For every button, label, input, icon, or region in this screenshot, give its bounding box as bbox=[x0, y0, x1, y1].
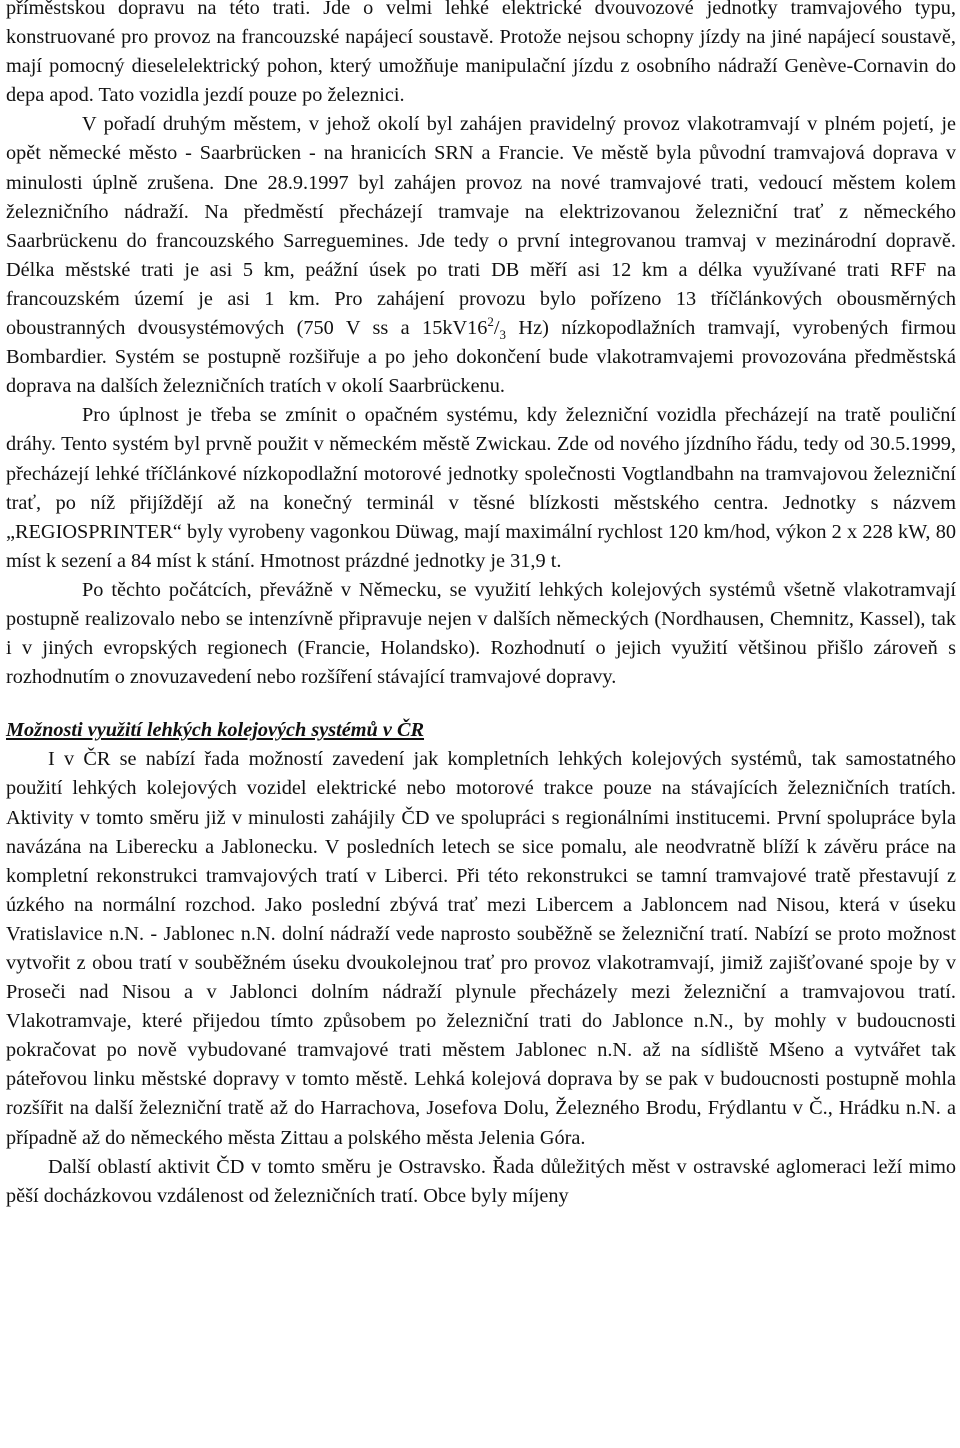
document-page bbox=[6, 0, 956, 1211]
paragraph-geneva: příměstskou dopravu na této trati. Jde o velmi lehké elektrické dvouvozové jednotky tramvajového typu, konstruované pro provoz na francouzské napájecí soustavě. Protože nejsou schopny jízdy na jiné napájecí soustavě, mají pomocný dieselelektrický pohon, který umožňuje manipulační jízdu z osobního nádraží Genève-Cornavin do depa apod. Tato vozidla jezdí pouze po železnici. bbox=[6, 0, 956, 107]
paragraph-saarbruecken-text: V pořadí druhým městem, v jehož okolí byl zahájen pravidelný provoz vlakotramvají v plném pojetí, je opět německé město - Saarbrücken - na hranicích SRN a Francie. Ve městě byla původní tramvajová doprava v minulosti úplně zrušena. Dne 28.9.1997 byl zahájen provoz na nové tramvajové trati, vedoucí městem kolem železničního nádraží. Na předměstí přecházejí tramvaje na elektrizovanou železniční trať z německého Saarbrückenu do francouzského Sarreguemines. Jde tedy o první integrovanou tramvaj v mezinárodní dopravě. Délka městské trati je asi 5 km, peážní úsek po trati DB měří asi 12 km a délka využívané trati RFF na francouzském území je asi 1 km. Pro zahájení provozu bylo pořízeno 13 tříčlánkových obousměrných oboustranných dvousystémových (750 V ss a 15kV16 bbox=[6, 113, 956, 340]
paragraph-ostrava: Další oblastí aktivit ČD v tomto směru je Ostravsko. Řada důležitých měst v ostravské aglomeraci leží mimo pěší docházkovou vzdálenost od železničních tratí. Obce byly míjeny bbox=[6, 1155, 956, 1207]
section-heading: Možnosti využití lehkých kolejových systémů v ČR bbox=[6, 719, 425, 742]
paragraph-origins: Po těchto počátcích, převážně v Německu, se využití lehkých kolejových systémů všetně vlakotramvají postupně realizovalo nebo se intenzívně připravuje nejen v dalších německých (Nordhausen, Chemnitz, Kassel), tak i v jiných evropských regionech (Francie, Holandsko). Rozhodnutí o jejich využití většinou přišlo zároveň s rozhodnutím o znovuzavedení nebo rozšíření stávající tramvajové dopravy. bbox=[6, 578, 956, 689]
paragraph-saarbruecken-text-end: Hz) nízkopodlažních tramvají, vyrobených firmou Bombardier. Systém se postupně rozšiřuje a po jeho dokončení bude vlakotramvajemi provozována předměstská doprava na dalších železničních tratích v okolí Saarbrückenu. bbox=[6, 317, 956, 398]
fraction-denominator: 3 bbox=[499, 327, 507, 343]
fraction-numerator: 2 bbox=[487, 314, 494, 330]
paragraph-liberec: I v ČR se nabízí řada možností zavedení jak kompletních lehkých kolejových systémů, tak samostatného použití lehkých kolejových vozidel elektrické nebo motorové trakce pouze na stávajících železničních tratích. Aktivity v tomto směru již v minulosti zahájily ČD ve spolupráci s regionálními institucemi. První spolupráce byla navázána na Liberecku a Jablonecku. V posledních letech se sice pomalu, ale neodvratně blíží k závěru práce na kompletní rekonstrukci tramvajových tratí v Liberci. Při této rekonstrukci se tamní tramvajové tratě přestavují z úzkého na normální rozchod. Jako poslední zbývá trať mezi Libercem a Jabloncem nad Nisou, která v úseku Vratislavice n.N. - Jablonec n.N. dolní nádraží vede naprosto souběžně se železniční tratí. Nabízí se proto možnost vytvořit z obou tratí v souběžném úseku dvoukolejnou trať pro provoz vlakotramvají, jimiž zajišťované spoje by v Proseči nad Nisou a v Jablonci dolním nádraží plynule přecházely mezi železniční a tramvajovou tratí. Vlakotramvaje, které přijedou tímto způsobem po železniční trati do Jablonce n.N., by mohly v budoucnosti pokračovat po nově vybudované tramvajové trati městem Jablonec n.N. až na sídliště Mšeno a vytvářet tak páteřovou linku městské dopravy v tomto městě. Lehká kolejová doprava by se pak v budoucnosti postupně mohla rozšířit na další železniční tratě až do Harrachova, Josefova Dolu, Železného Brodu, Frýdlantu v Č., Hrádku n.N. a případně až do německého města Zittau a polského města Jelenia Góra. bbox=[6, 748, 956, 1149]
fraction-slash: / bbox=[493, 317, 500, 340]
paragraph-saarbruecken bbox=[6, 110, 956, 401]
paragraph-zwickau: Pro úplnost je třeba se zmínit o opačném systému, kdy železniční vozidla přecházejí na tratě pouliční dráhy. Tento systém byl prvně použit v německém městě Zwickau. Zde od nového jízdního řádu, tedy od 30.5.1999, přecházejí lehké tříčlánkové nízkopodlažní motorové jednotky společnosti Vogtlandbahn na tramvajovou železniční trať, po níž přijíždějí až na konečný terminál v těsné blízkosti městského centra. Jednotky s názvem „REGIOSPRINTER“ byly vyrobeny vagonkou Düwag, mají maximální rychlost 120 km/hod, výkon 2 x 228 kW, 80 míst k sezení a 84 míst k stání. Hmotnost prázdné jednotky je 31,9 t. bbox=[6, 404, 956, 572]
